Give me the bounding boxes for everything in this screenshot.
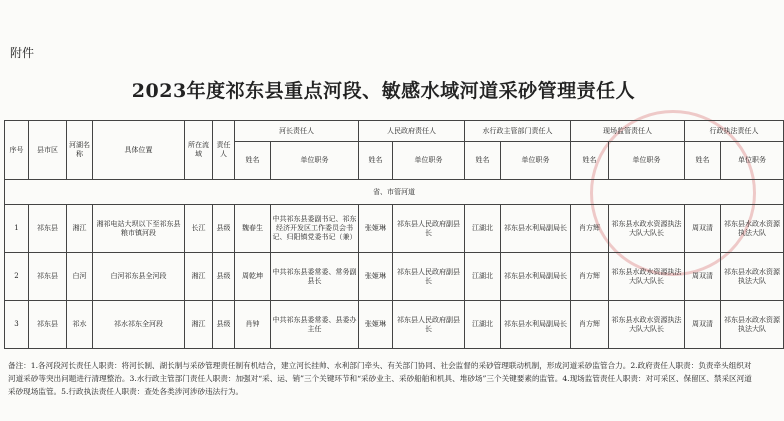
cell-seq: 3: [5, 301, 29, 349]
header-enforce: 行政执法责任人: [685, 121, 784, 142]
cell-location: 湘祁电站大坝以下至祁东县粮市镇河段: [93, 205, 185, 253]
cell-water-duty: 祁东县水利局副局长: [501, 205, 571, 253]
cell-water-name: 江湖北: [465, 205, 501, 253]
cell-site-duty: 祁东县水政水资源执法大队大队长: [609, 301, 685, 349]
cell-site-name: 肖方辉: [571, 205, 609, 253]
header-name: 姓名: [465, 142, 501, 180]
cell-gov-duty: 祁东县人民政府副县长: [393, 253, 465, 301]
responsibility-table: [4, 120, 784, 349]
header-name: 姓名: [359, 142, 393, 180]
cell-level: 县级: [213, 253, 235, 301]
header-name: 姓名: [235, 142, 271, 180]
cell-site-name: 肖方辉: [571, 301, 609, 349]
cell-river: 白河: [67, 253, 93, 301]
cell-rc-duty: 中共祁东县委副书记、祁东经济开发区工作委员会书记、归阳镇党委书记（兼）: [271, 205, 359, 253]
header-responsible: 责任人: [213, 121, 235, 180]
cell-enf-duty: 祁东县水政水资源执法大队: [721, 253, 784, 301]
cell-enf-duty: 祁东县水政水资源执法大队: [721, 205, 784, 253]
cell-site-duty: 祁东县水政水资源执法大队大队长: [609, 205, 685, 253]
cell-rc-name: 魏春生: [235, 205, 271, 253]
footnote: 备注：1.各河段河长责任人职责：将河长制、湖长制与采砂管理责任制有机结合，建立河长挂帅、水利部门牵头、有关部门协同、社会监督的采砂管理联动机制，形成河道采砂监管合力。2.政府责任人职责：负责牵头组织对河道采砂等突出问题进行清理整治。3.水行政主管部门责任人职责：加强对“采、运、销”三个关键环节和“采砂业主、采砂船舶和机具、堆砂场”三个关键要素的监管。4.现场监管责任人职责：对可采区、保留区、禁采区河道采砂现场监管。5.行政执法责任人职责：查处各类涉河涉砂违法行为。: [8, 361, 752, 396]
header-gov: 人民政府责任人: [359, 121, 465, 142]
cell-gov-duty: 祁东县人民政府副县长: [393, 205, 465, 253]
header-basin: 所在流域: [185, 121, 213, 180]
header-seq: 序号: [5, 121, 29, 180]
table-row: [5, 301, 784, 349]
cell-basin: 长江: [185, 205, 213, 253]
header-county: 县市区: [29, 121, 67, 180]
cell-rc-duty: 中共祁东县委常委、县委办主任: [271, 301, 359, 349]
cell-gov-name: 张姬琳: [359, 301, 393, 349]
cell-county: 祁东县: [29, 205, 67, 253]
header-unit-duty: 单位职务: [271, 142, 359, 180]
cell-enf-name: 周双清: [685, 205, 721, 253]
header-unit-duty: 单位职务: [609, 142, 685, 180]
cell-rc-name: 肖钟: [235, 301, 271, 349]
header-name: 姓名: [571, 142, 609, 180]
page-title: 2023年度祁东县重点河段、敏感水域河道采砂管理责任人: [131, 80, 636, 102]
cell-river: 湘江: [67, 205, 93, 253]
cell-seq: 2: [5, 253, 29, 301]
cell-seq: 1: [5, 205, 29, 253]
cell-county: 祁东县: [29, 253, 67, 301]
header-location: 具体位置: [93, 121, 185, 180]
cell-water-duty: 祁东县水利局副局长: [501, 301, 571, 349]
header-unit-duty: 单位职务: [721, 142, 784, 180]
header-river-name: 河湖名称: [67, 121, 93, 180]
cell-location: 白河祁东县全河段: [93, 253, 185, 301]
cell-gov-duty: 祁东县人民政府副县长: [393, 301, 465, 349]
cell-water-duty: 祁东县水利局副局长: [501, 253, 571, 301]
cell-rc-duty: 中共祁东县委常委、常务副县长: [271, 253, 359, 301]
cell-site-duty: 祁东县水政水资源执法大队大队长: [609, 253, 685, 301]
cell-basin: 湘江: [185, 253, 213, 301]
header-unit-duty: 单位职务: [393, 142, 465, 180]
header-unit-duty: 单位职务: [501, 142, 571, 180]
header-name: 姓名: [685, 142, 721, 180]
table-row: [5, 205, 784, 253]
cell-enf-name: 周双清: [685, 253, 721, 301]
cell-level: 县级: [213, 205, 235, 253]
attachment-label: 附件: [10, 46, 35, 60]
cell-enf-name: 周双清: [685, 301, 721, 349]
cell-water-name: 江湖北: [465, 253, 501, 301]
table-row: [5, 253, 784, 301]
section-label: 省、市管河道: [5, 180, 784, 205]
header-river-chief: 河长责任人: [235, 121, 359, 142]
section-row: [5, 180, 784, 205]
cell-gov-name: 张姬琳: [359, 205, 393, 253]
cell-county: 祁东县: [29, 301, 67, 349]
header-water: 水行政主管部门责任人: [465, 121, 571, 142]
cell-location: 祁水祁东全河段: [93, 301, 185, 349]
cell-river: 祁水: [67, 301, 93, 349]
header-row-1: [5, 121, 784, 142]
cell-water-name: 江湖北: [465, 301, 501, 349]
cell-gov-name: 张姬琳: [359, 253, 393, 301]
cell-level: 县级: [213, 301, 235, 349]
header-site: 现场监管责任人: [571, 121, 685, 142]
cell-rc-name: 周乾坤: [235, 253, 271, 301]
cell-site-name: 肖方辉: [571, 253, 609, 301]
cell-enf-duty: 祁东县水政水资源执法大队: [721, 301, 784, 349]
cell-basin: 湘江: [185, 301, 213, 349]
